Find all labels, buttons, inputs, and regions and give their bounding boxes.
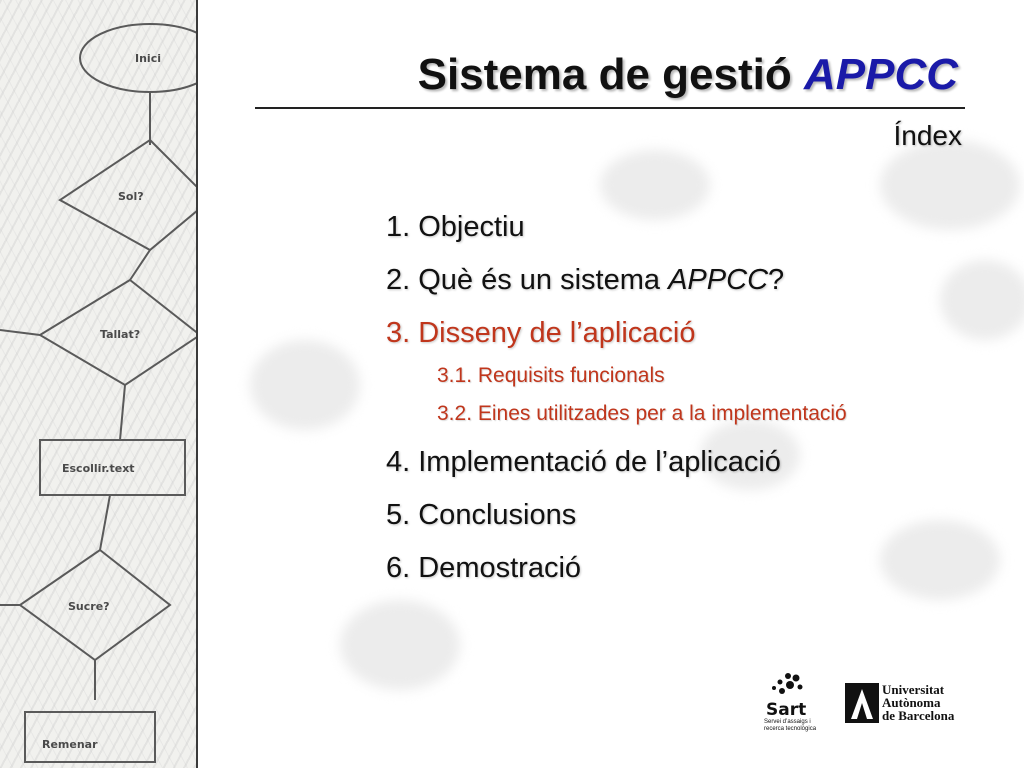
toc-item-que-es[interactable] — [386, 266, 847, 295]
uab-logo-icon — [845, 683, 879, 723]
uab-logo-line3: de Barcelona — [882, 708, 955, 723]
flowchart-node-start: Inici — [135, 52, 161, 65]
uab-logo-line2: Autònoma — [882, 695, 941, 710]
uab-logo-line1: Universitat — [882, 682, 945, 697]
toc-item-que-es-prefix: 2. Què és un sistema — [386, 264, 669, 296]
flowchart-sidebar — [0, 0, 198, 768]
flowchart-node-decision-2: Tallat? — [100, 328, 141, 341]
table-of-contents — [386, 213, 847, 607]
toc-item-que-es-italic: APPCC — [668, 264, 769, 296]
toc-item-que-es-suffix: ? — [768, 264, 785, 296]
toc-item-demostracio[interactable]: 6. Demostració — [386, 552, 582, 584]
uab-logo-text — [882, 683, 954, 722]
page-title — [418, 50, 958, 100]
page-subtitle: Índex — [893, 120, 962, 151]
flowchart-node-process-2: Remenar — [42, 738, 98, 751]
sart-logo-name: Sart — [766, 700, 807, 720]
toc-item-conclusions[interactable]: 5. Conclusions — [386, 499, 577, 531]
toc-subitem-requisits[interactable]: 3.1. Requisits funcionals — [437, 364, 665, 387]
title-accent: APPCC — [803, 50, 958, 99]
toc-item-implementacio[interactable]: 4. Implementació de l’aplicació — [386, 446, 781, 478]
flowchart-node-decision-3: Sucre? — [68, 600, 110, 613]
title-divider — [255, 107, 965, 109]
title-main: Sistema de gestió — [417, 50, 792, 99]
sart-logo-caption: Servei d’assaigs i recerca tecnològica — [764, 719, 817, 732]
toc-item-objectiu[interactable]: 1. Objectiu — [386, 211, 525, 243]
flowchart-node-process-1: Escollir.text — [62, 462, 135, 475]
toc-item-disseny[interactable]: 3. Disseny de l’aplicació — [386, 317, 696, 349]
toc-subitem-eines[interactable]: 3.2. Eines utilitzades per a la implementació — [437, 402, 847, 425]
flowchart-node-decision-1: Sol? — [118, 190, 144, 203]
